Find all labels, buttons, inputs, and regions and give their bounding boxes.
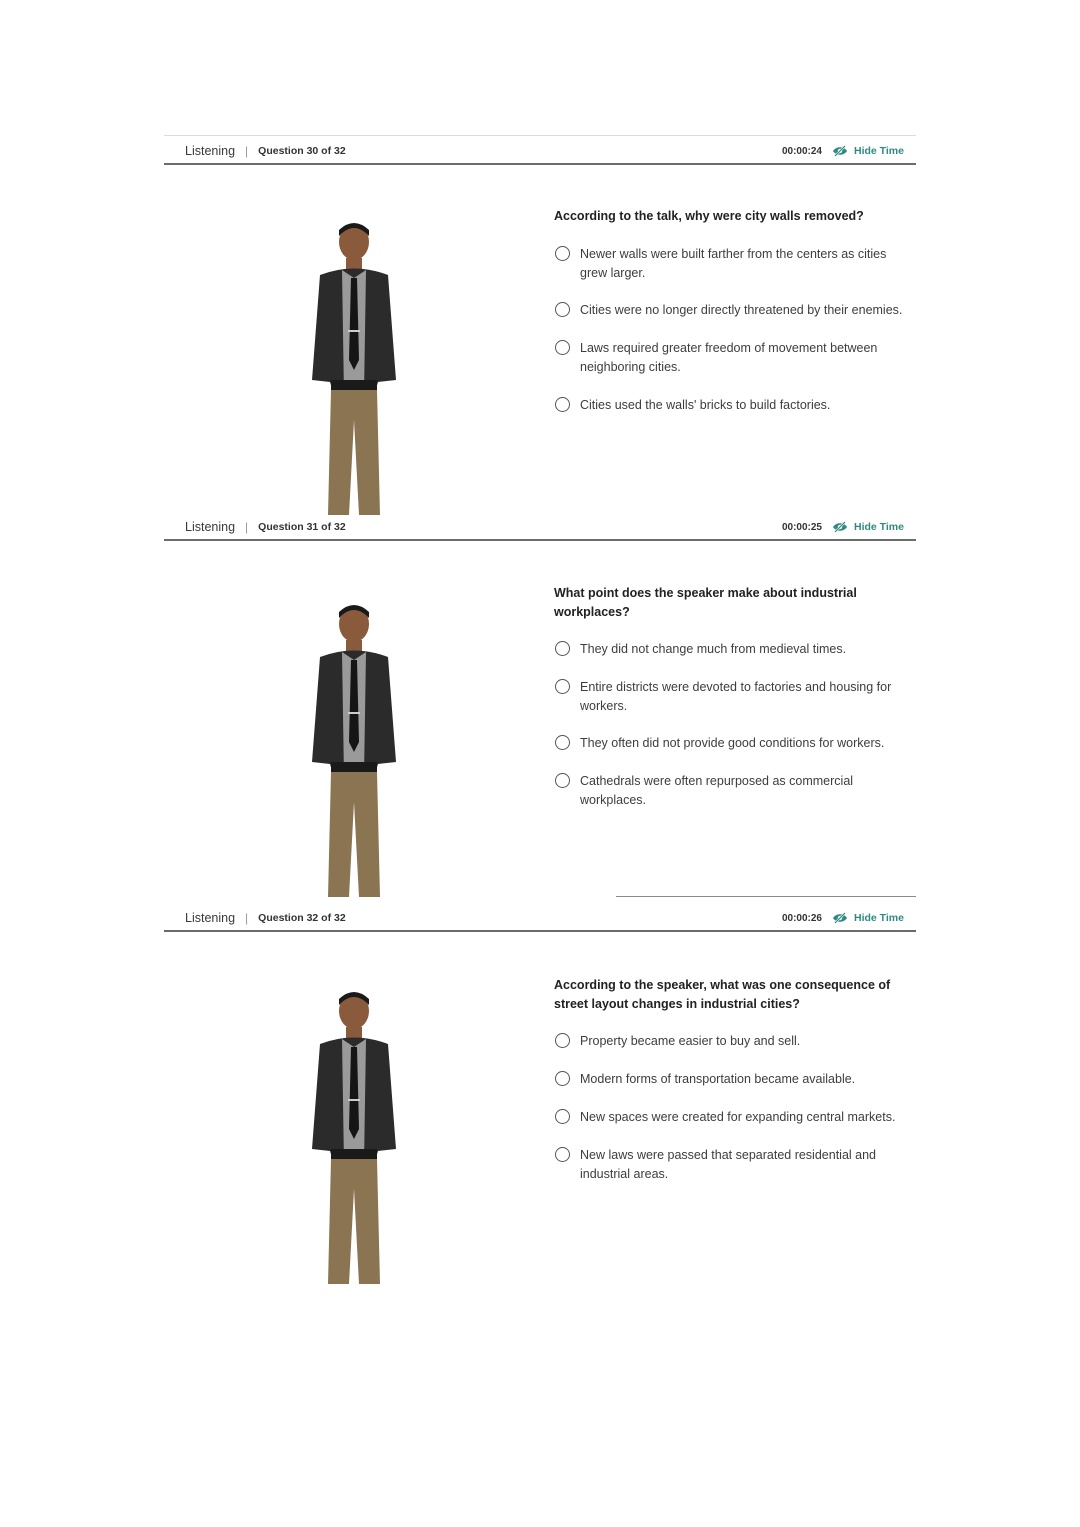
section-label: Listening: [185, 144, 236, 158]
answer-option[interactable]: [555, 640, 910, 659]
eye-slash-icon[interactable]: [832, 912, 848, 924]
test-header: [164, 515, 916, 541]
test-header: [164, 139, 916, 165]
radio-button[interactable]: [555, 397, 570, 412]
radio-button[interactable]: [555, 735, 570, 750]
question-text: According to the talk, why were city walls removed?: [554, 209, 864, 223]
speaker-image: [284, 989, 424, 1284]
answer-option[interactable]: [555, 678, 910, 716]
radio-button[interactable]: [555, 1071, 570, 1086]
option-label: Cities used the walls' bricks to build factories.: [580, 398, 831, 412]
panel-top-border: [164, 135, 916, 136]
timer: 00:00:24: [781, 145, 822, 157]
question-counter: Question 30 of 32: [258, 145, 346, 157]
header-divider: |: [245, 911, 249, 925]
eye-slash-icon[interactable]: [832, 145, 848, 157]
speaker-image: [284, 220, 424, 515]
question-panel-32: [164, 906, 916, 1286]
hide-time-button[interactable]: Hide Time: [854, 912, 904, 924]
radio-button[interactable]: [555, 679, 570, 694]
header-divider: |: [245, 144, 249, 158]
radio-button[interactable]: [555, 1109, 570, 1124]
option-label: Property became easier to buy and sell.: [580, 1034, 801, 1048]
option-label: New laws were passed that separated residential and industrial areas.: [580, 1148, 877, 1181]
option-label: Cathedrals were often repurposed as commercial workplaces.: [580, 774, 854, 807]
hide-time-button[interactable]: Hide Time: [854, 521, 904, 533]
option-label: They did not change much from medieval times.: [580, 642, 847, 656]
answer-option[interactable]: [555, 339, 910, 377]
option-label: Modern forms of transportation became available.: [580, 1072, 856, 1086]
question-counter: Question 31 of 32: [258, 521, 346, 533]
radio-button[interactable]: [555, 1033, 570, 1048]
answer-option[interactable]: [555, 396, 910, 415]
radio-button[interactable]: [555, 246, 570, 261]
option-label: Entire districts were devoted to factories and housing for workers.: [580, 680, 892, 713]
test-header: [164, 906, 916, 932]
question-counter: Question 32 of 32: [258, 912, 346, 924]
answer-option[interactable]: [555, 772, 910, 810]
question-text: What point does the speaker make about industrial workplaces?: [554, 586, 857, 619]
section-label: Listening: [185, 520, 236, 534]
header-divider: |: [245, 520, 249, 534]
answer-option[interactable]: [555, 301, 910, 320]
eye-slash-icon[interactable]: [832, 521, 848, 533]
option-label: Cities were no longer directly threatened by their enemies.: [580, 303, 903, 317]
timer: 00:00:26: [781, 912, 822, 924]
section-label: Listening: [185, 911, 236, 925]
answer-option[interactable]: [555, 245, 910, 283]
option-label: Newer walls were built farther from the centers as cities grew larger.: [580, 247, 887, 280]
answer-option[interactable]: [555, 1108, 910, 1127]
option-label: New spaces were created for expanding central markets.: [580, 1110, 896, 1124]
answer-option[interactable]: [555, 734, 910, 753]
question-panel-30: [164, 135, 916, 515]
speaker-image: [284, 600, 424, 899]
hide-time-button[interactable]: Hide Time: [854, 145, 904, 157]
radio-button[interactable]: [555, 1147, 570, 1162]
answer-option[interactable]: [555, 1032, 910, 1051]
radio-button[interactable]: [555, 302, 570, 317]
radio-button[interactable]: [555, 340, 570, 355]
radio-button[interactable]: [555, 641, 570, 656]
timer: 00:00:25: [781, 521, 822, 533]
radio-button[interactable]: [555, 773, 570, 788]
question-panel-31: [164, 515, 916, 899]
option-label: Laws required greater freedom of movement between neighboring cities.: [580, 341, 878, 374]
answer-option[interactable]: [555, 1070, 910, 1089]
option-label: They often did not provide good conditions for workers.: [580, 736, 885, 750]
answer-option[interactable]: [555, 1146, 910, 1184]
divider-line: [616, 896, 916, 897]
question-text: According to the speaker, what was one consequence of street layout changes in industrial cities?: [554, 978, 891, 1011]
